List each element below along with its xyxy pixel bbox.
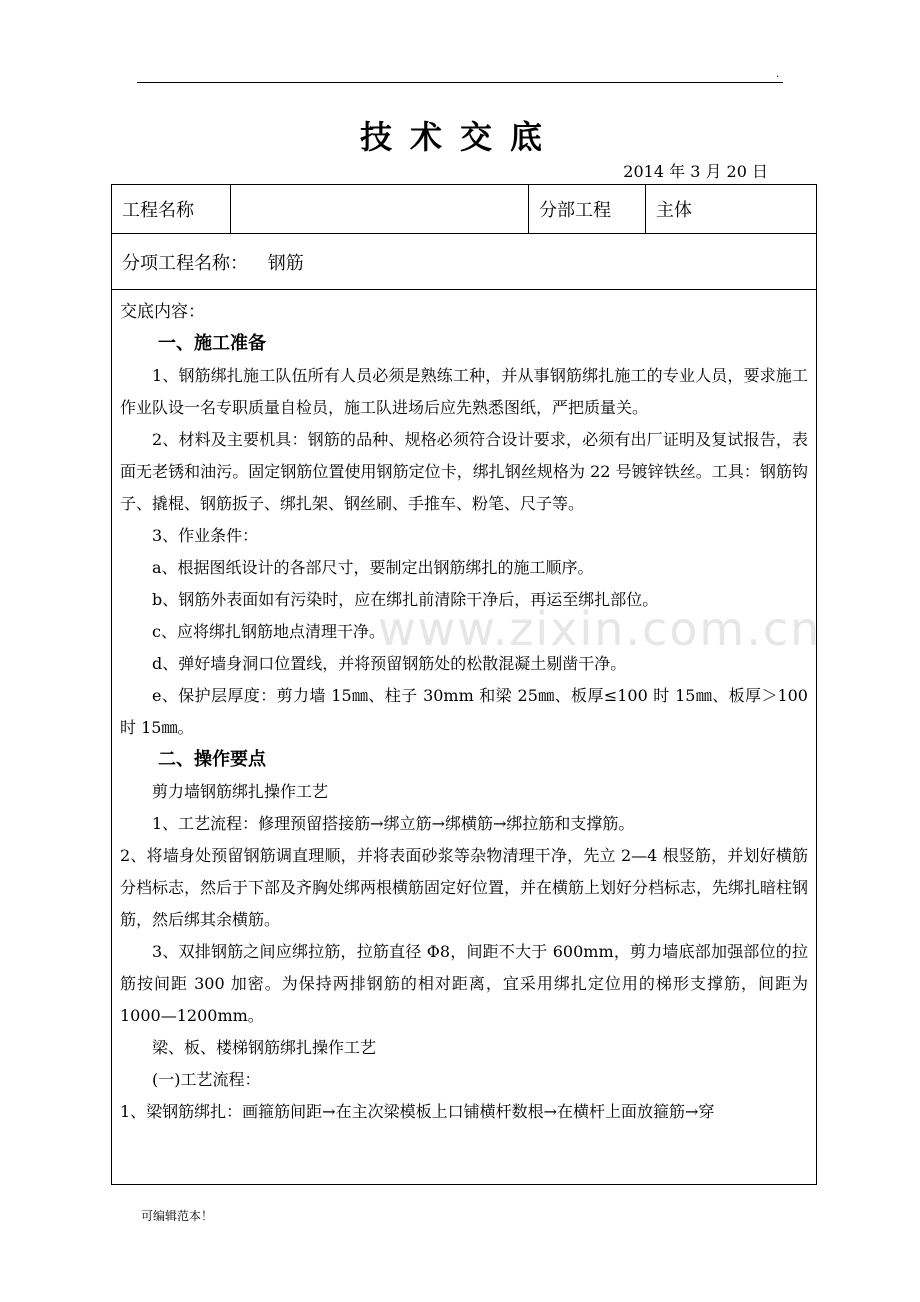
header-dot: .: [776, 69, 780, 80]
form-row-content: [112, 290, 817, 1185]
paragraph: (一)工艺流程：: [152, 1070, 261, 1089]
division-label: 分部工程: [529, 185, 646, 234]
disclosure-form-table: [111, 184, 817, 1185]
section-1-title: 一、施工准备: [158, 333, 266, 354]
paragraph: c、应将绑扎钢筋地点清理干净。: [152, 622, 385, 641]
paragraph: e、保护层厚度：剪力墙 15㎜、柱子 30mm 和梁 25㎜、板厚≤100 时 15㎜、板厚＞100 时 15㎜。: [120, 686, 808, 737]
paragraph: 2、将墙身处预留钢筋调直理顺，并将表面砂浆等杂物清理干净，先立 2—4 根竖筋，并划好横筋分档标志，然后于下部及齐胸处绑两根横筋固定好位置，并在横筋上划好分档标志，先绑扎暗柱钢筋，然后绑其余横筋。: [120, 846, 808, 929]
section-2-title: 二、操作要点: [158, 749, 266, 770]
paragraph: b、钢筋外表面如有污染时，应在绑扎前清除干净后，再运至绑扎部位。: [152, 590, 659, 609]
paragraph: d、弹好墙身洞口位置线，并将预留钢筋处的松散混凝土剔凿干净。: [152, 654, 627, 673]
footer-note: 可编辑范本！: [141, 1209, 214, 1223]
form-row-subitem: [112, 234, 817, 290]
subsection-title: 梁、板、楼梯钢筋绑扎操作工艺: [152, 1038, 377, 1057]
paragraph: 1、工艺流程：修理预留搭接筋→绑立筋→绑横筋→绑拉筋和支撑筋。: [152, 814, 635, 833]
document-title: 技术交底: [359, 118, 560, 156]
division-value: 主体: [646, 185, 817, 234]
content-cell: [112, 290, 817, 1185]
paragraph: 3、双排钢筋之间应绑拉筋，拉筋直径 Φ8，间距不大于 600mm，剪力墙底部加强部位的拉筋按间距 300 加密。为保持两排钢筋的相对距离，宜采用绑扎定位用的梯形支撑筋，间距为 1000—1200mm。: [120, 942, 808, 1025]
subitem-label: 分项工程名称：: [122, 252, 248, 274]
paragraph: 2、材料及主要机具：钢筋的品种、规格必须符合设计要求，必须有出厂证明及复试报告，表面无老锈和油污。固定钢筋位置使用钢筋定位卡，绑扎钢丝规格为 22 号镀锌铁丝。工具：钢筋钩子、撬棍、钢筋扳子、绑扎架、钢丝刷、手推车、粉笔、尺子等。: [120, 430, 808, 513]
content-body: [120, 290, 808, 1184]
paragraph: 1、梁钢筋绑扎：画箍筋间距→在主次梁模板上口铺横杆数根→在横杆上面放箍筋→穿: [120, 1102, 715, 1121]
paragraph: 3、作业条件：: [152, 526, 259, 545]
paragraph: a、根据图纸设计的各部尺寸，要制定出钢筋绑扎的施工顺序。: [152, 558, 594, 577]
project-name-value: [231, 185, 529, 234]
subitem-cell: [112, 234, 817, 290]
form-row-project: [112, 185, 817, 234]
subitem-value: 钢筋: [267, 252, 304, 274]
document-date: 2014 年 3 月 20 日: [623, 162, 768, 181]
project-name-label: 工程名称: [112, 185, 231, 234]
paragraph: 1、钢筋绑扎施工队伍所有人员必须是熟练工种，并从事钢筋绑扎施工的专业人员，要求施工作业队设一名专职质量自检员，施工队进场后应先熟悉图纸，严把质量关。: [120, 366, 808, 417]
watermark: www.zixin.com.cn: [378, 602, 822, 656]
subsection-title: 剪力墙钢筋绑扎操作工艺: [152, 782, 329, 801]
content-label: 交底内容：: [120, 302, 205, 322]
header-rule: [137, 82, 783, 83]
